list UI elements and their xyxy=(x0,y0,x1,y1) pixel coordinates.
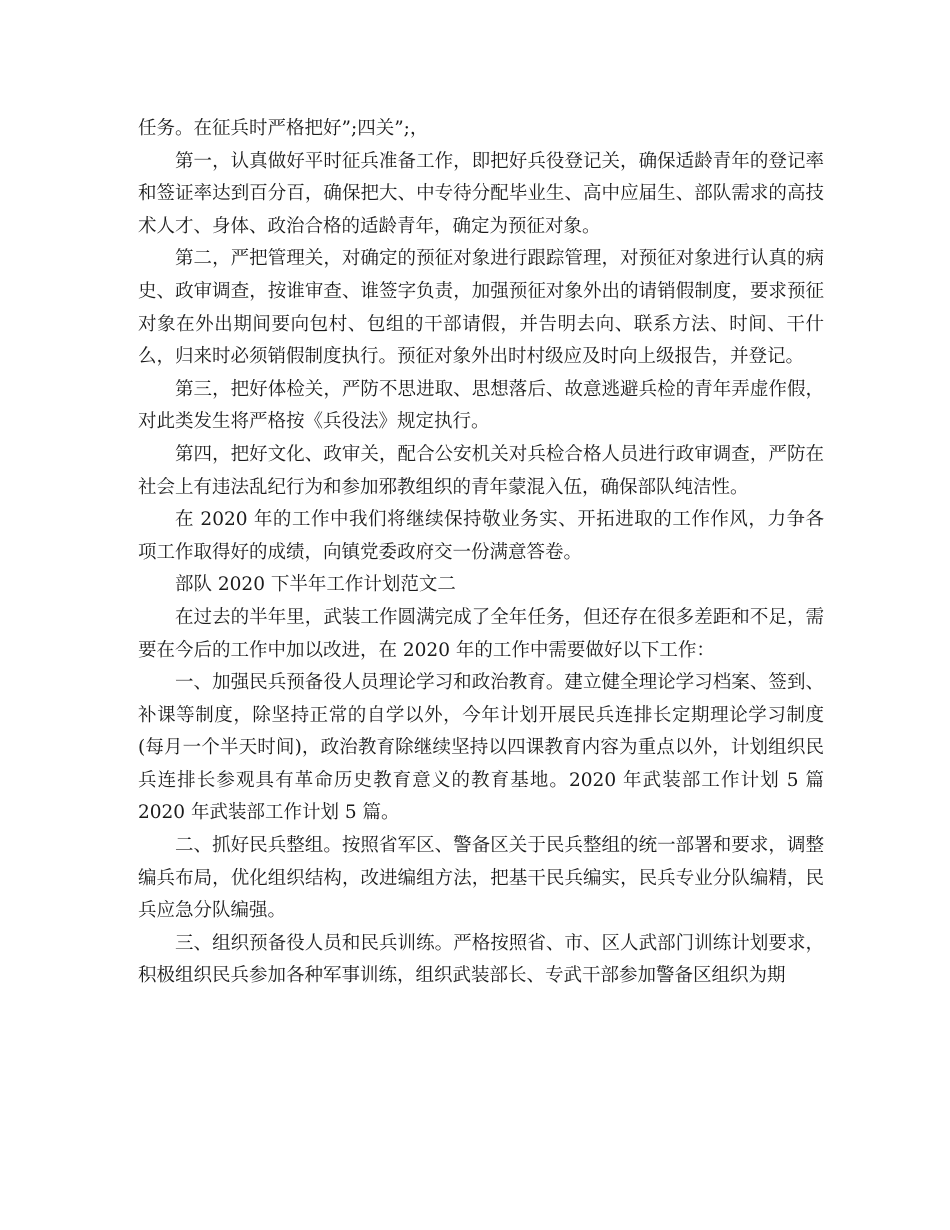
paragraph: 第一，认真做好平时征兵准备工作，即把好兵役登记关，确保适龄青年的登记率和签证率达到百分百，确保把大、中专待分配毕业生、高中应届生、部队需求的高技术人才、身体、政治合格的适龄青年，确定为预征对象。 xyxy=(138,150,824,237)
paragraph: 一、加强民兵预备役人员理论学习和政治教育。建立健全理论学习档案、签到、补课等制度，除坚持正常的自学以外，今年计划开展民兵连排长定期理论学习制度(每月一个半天时间)，政治教育除继续坚持以四课教育内容为重点以外，计划组织民兵连排长参观具有革命历史教育意义的教育基地。2020 年武装部工作计划 5 篇2020 年武装部工作计划 5 篇。 xyxy=(138,672,824,824)
paragraph: 二、抓好民兵整组。按照省军区、警备区关于民兵整组的统一部署和要求，调整编兵布局，优化组织结构，改进编组方法，把基干民兵编实，民兵专业分队编精，民兵应急分队编强。 xyxy=(138,835,824,922)
paragraph: 任务。在征兵时严格把好”;四关”;， xyxy=(138,118,429,139)
paragraph: 三、组织预备役人员和民兵训练。严格按照省、市、区人武部门训练计划要求，积极组织民兵参加各种军事训练，组织武装部长、专武干部参加警备区组织为期 xyxy=(138,932,824,987)
document-body xyxy=(138,113,824,993)
paragraph: 在 2020 年的工作中我们将继续保持敬业务实、开拓进取的工作作风，力争各项工作取得好的成绩，向镇党委政府交一份满意答卷。 xyxy=(138,509,824,563)
paragraph: 第三，把好体检关，严防不思进取、思想落后、故意逃避兵检的青年弄虚作假，对此类发生将严格按《兵役法》规定执行。 xyxy=(138,378,824,433)
paragraph: 第二，严把管理关，对确定的预征对象进行跟踪管理，对预征对象进行认真的病史、政审调查，按谁审查、谁签字负责，加强预征对象外出的请销假制度，要求预征对象在外出期间要向包村、包组的干部请假，并告明去向、联系方法、时间、干什么，归来时必须销假制度执行。预征对象外出时村级应及时向上级报告，并登记。 xyxy=(138,248,824,368)
paragraph: 在过去的半年里，武装工作圆满完成了全年任务，但还存在很多差距和不足，需要在今后的工作中加以改进，在 2020 年的工作中需要做好以下工作： xyxy=(138,606,824,661)
section-heading: 部队 2020 下半年工作计划范文二 xyxy=(175,574,456,596)
paragraph: 第四，把好文化、政审关，配合公安机关对兵检合格人员进行政审调查，严防在社会上有违法乱纪行为和参加邪教组织的青年蒙混入伍，确保部队纯洁性。 xyxy=(138,443,824,498)
